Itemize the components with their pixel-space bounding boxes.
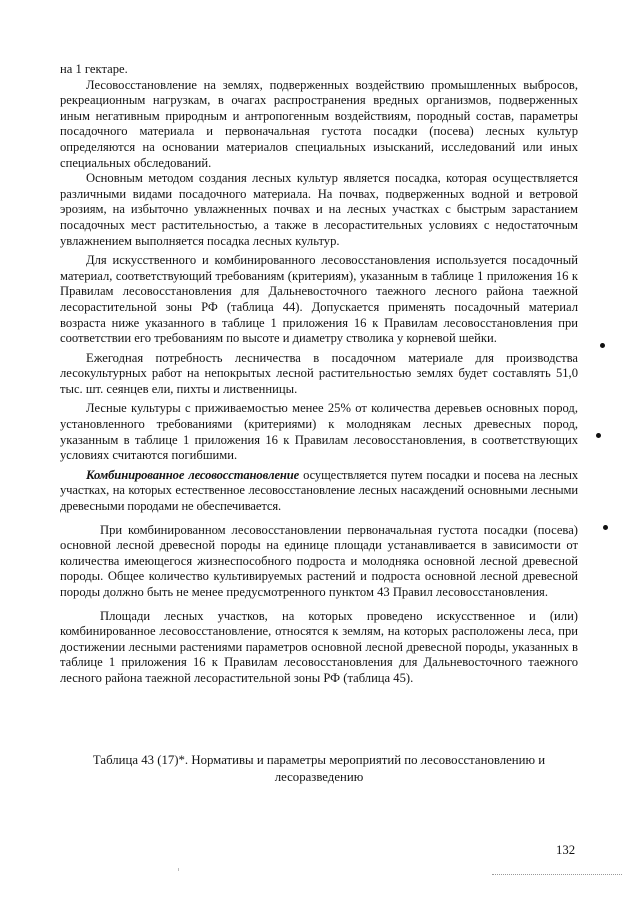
paragraph-planting-method: Основным методом создания лесных культур является посадка, которая осуществляется различными видами посадочного материала. На почвах, подверженных водной и ветровой эрозиям, на избыточно увлажненных почвах и на лесных участках с быстрым зарастанием посадочных мест растительностью, а также в лесорастительных условиях с недостаточным увлажнением выполняется посадка лесных культур. bbox=[60, 171, 578, 248]
combined-definition-text: осуществляется путем посадки и посева на лесных участках, на которых естественное лесовосстановление лесных насаждений основными лесными древесными породами не обеспечивается. bbox=[60, 467, 578, 514]
paragraph-survival-rate: Лесные культуры с приживаемостью менее 25% от количества деревьев основных пород, установленного требованиями (критериями) к молоднякам лесных древесных пород, указанным в таблице 1 приложения 16 к Правилам лесовосстановления, в соответствующих условиях считаются погибшими. bbox=[60, 401, 578, 463]
page-number: 132 bbox=[556, 843, 576, 857]
term-combined-reforestation: Комбинированное лесовосстановление bbox=[86, 467, 300, 482]
table-caption bbox=[60, 752, 578, 786]
paragraph-impacted-lands: Лесовосстановление на землях, подверженных воздействию промышленных выбросов, рекреационным нагрузкам, в очагах распространения вредных организмов, подверженных иным негативным природным и антропогенным воздействиям, породный состав, параметры посадочного материала и первоначальная густота посадки (посева) лесных культур определяются на основании материалов специальных изысканий, исследований или иных специальных обследований. bbox=[60, 77, 578, 170]
paragraph-planting-material: Для искусственного и комбинированного лесовосстановления используется посадочный материал, соответствующий требованиям (критериям), указанным в таблице 1 приложения 16 к Правилам лесовосстановления для Дальневосточного таежного лесного района таежной лесорастительной зоны РФ (таблица 44). Допускается применять посадочный материал возраста ниже указанного в таблице 1 приложения 16 к Правилам лесовосстановления при соответствии его требованиям по высоте и диаметру стволика у корневой шейки. bbox=[60, 253, 578, 346]
binder-hole-mark bbox=[600, 343, 605, 348]
table-caption-line-1: Таблица 43 (17)*. Нормативы и параметры мероприятий по лесовосстановлению и bbox=[92, 753, 546, 767]
scan-artifact bbox=[178, 868, 179, 871]
paragraph-annual-demand: Ежегодная потребность лесничества в посадочном материале для производства лесокультурных работ на непокрытых лесной растительностью землях будет составлять 51,0 тыс. шт. сеянцев ели, пихты и лиственницы. bbox=[60, 350, 578, 396]
binder-hole-mark bbox=[603, 525, 608, 530]
paragraph-combined-density: При комбинированном лесовосстановлении первоначальная густота посадки (посева) основной лесной древесной породы на единице площади устанавливается в зависимости от количества имеющегося жизнеспособного подроста и молодняка основной лесной древесной породы. Общее количество культивируемых растений и подроста основной лесной древесной породы должно быть не менее предусмотренного пунктом 43 Правил лесовосстановления. bbox=[60, 522, 578, 599]
binder-hole-mark bbox=[596, 433, 601, 438]
table-caption-line-2: лесоразведению bbox=[274, 770, 364, 784]
paragraph-continuation: на 1 гектаре. bbox=[60, 62, 128, 76]
paragraph-combined-definition bbox=[60, 468, 578, 515]
paragraph-land-areas: Площади лесных участков, на которых проведено искусственное и (или) комбинированное лесовосстановление, относятся к землям, на которых расположены леса, при достижении лесными растениями параметров основной лесной древесной породы, указанных в таблице 1 приложения 16 к Правилам лесовосстановления для Дальневосточного таежного лесного района таежной лесорастительной зоны РФ (таблица 45). bbox=[60, 608, 578, 685]
scan-edge-line bbox=[492, 874, 622, 875]
document-body bbox=[60, 62, 578, 687]
